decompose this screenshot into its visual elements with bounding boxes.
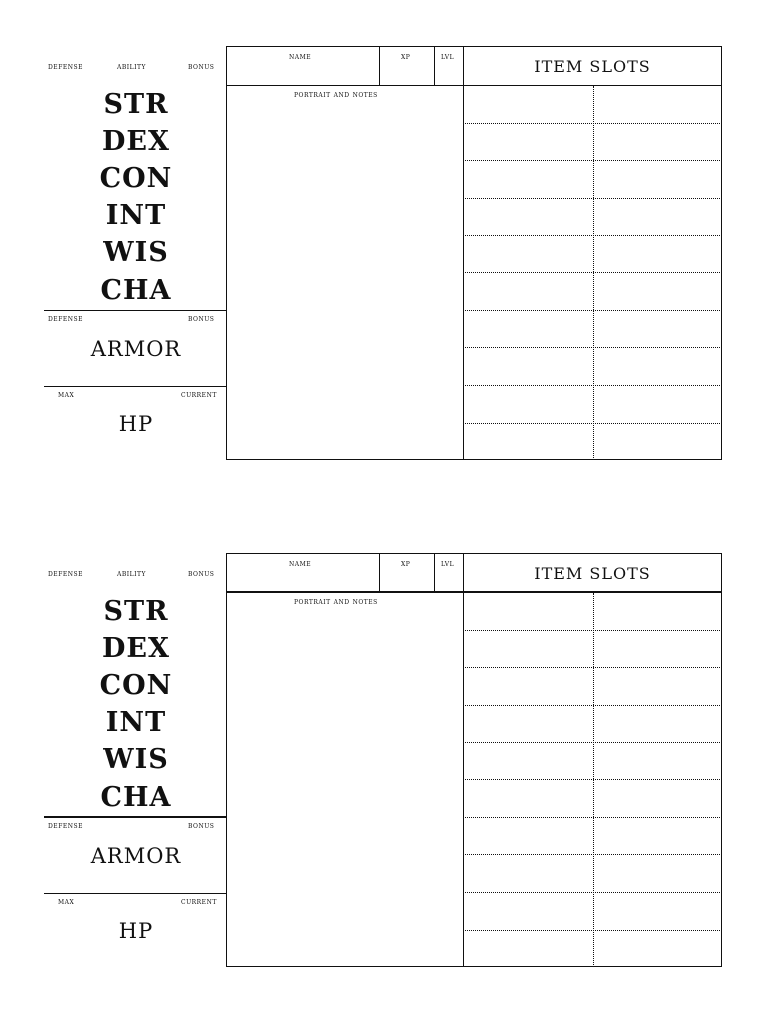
stat-con: CON xyxy=(99,163,173,194)
slot-column-divider xyxy=(593,593,594,967)
slot-row-line xyxy=(463,423,722,424)
slot-row-line xyxy=(463,272,722,273)
name-xp-divider xyxy=(379,46,380,86)
portrait-notes-label: portrait and notes xyxy=(294,597,378,606)
slot-row-line xyxy=(463,817,722,818)
xp-lvl-divider xyxy=(434,46,435,86)
sheet-frame xyxy=(226,553,722,967)
armor-divider xyxy=(44,816,226,818)
slot-row-line xyxy=(463,779,722,780)
armor-defense-label: defense xyxy=(48,821,83,830)
ability-header: ability xyxy=(117,62,146,71)
stat-dex: DEX xyxy=(102,126,170,157)
sheet-frame xyxy=(226,46,722,460)
armor-label: ARMOR xyxy=(90,337,182,361)
armor-divider xyxy=(44,310,226,311)
item-slots-title: ITEM SLOTS xyxy=(534,563,651,583)
bonus-header: bonus xyxy=(188,62,215,71)
slot-row-line xyxy=(463,160,722,161)
armor-bonus-label: bonus xyxy=(188,314,215,323)
xp-field-label: xp xyxy=(401,559,411,568)
name-field-label: name xyxy=(289,559,312,568)
defense-header: defense xyxy=(48,62,83,71)
hp-label: HP xyxy=(118,919,154,943)
hp-current-label: current xyxy=(181,390,217,399)
stat-int: INT xyxy=(105,200,167,231)
ability-header: ability xyxy=(117,569,146,578)
slot-row-line xyxy=(463,385,722,386)
lvl-field-label: lvl xyxy=(441,559,455,568)
stat-cha: CHA xyxy=(100,275,172,306)
slot-row-line xyxy=(463,235,722,236)
xp-lvl-divider xyxy=(434,553,435,593)
hp-max-label: max xyxy=(58,897,75,906)
armor-bonus-label: bonus xyxy=(188,821,215,830)
character-sheet-1 xyxy=(0,44,768,464)
stat-str: STR xyxy=(103,89,169,120)
xp-field-label: xp xyxy=(401,52,411,61)
slot-row-line xyxy=(463,892,722,893)
armor-label: ARMOR xyxy=(90,844,182,868)
slot-row-line xyxy=(463,310,722,311)
hp-current-label: current xyxy=(181,897,217,906)
hp-max-label: max xyxy=(58,390,75,399)
stat-str: STR xyxy=(103,596,169,627)
stat-cha: CHA xyxy=(100,782,172,813)
stat-wis: WIS xyxy=(103,237,169,268)
stat-dex: DEX xyxy=(102,633,170,664)
slot-row-line xyxy=(463,930,722,931)
armor-defense-label: defense xyxy=(48,314,83,323)
slot-row-line xyxy=(463,705,722,706)
hp-divider xyxy=(44,386,226,387)
stat-wis: WIS xyxy=(103,744,169,775)
slots-divider xyxy=(463,553,464,967)
slots-divider xyxy=(463,46,464,460)
hp-divider xyxy=(44,893,226,894)
lvl-field-label: lvl xyxy=(441,52,455,61)
name-xp-divider xyxy=(379,553,380,593)
defense-header: defense xyxy=(48,569,83,578)
slot-row-line xyxy=(463,742,722,743)
slot-row-line xyxy=(463,667,722,668)
slot-row-line xyxy=(463,854,722,855)
portrait-notes-label: portrait and notes xyxy=(294,90,378,99)
hp-label: HP xyxy=(118,412,154,436)
bonus-header: bonus xyxy=(188,569,215,578)
stat-int: INT xyxy=(105,707,167,738)
item-slots-title: ITEM SLOTS xyxy=(534,56,651,76)
slot-column-divider xyxy=(593,86,594,460)
stat-con: CON xyxy=(99,670,173,701)
character-sheet-2 xyxy=(0,551,768,971)
slot-row-line xyxy=(463,347,722,348)
slot-row-line xyxy=(463,123,722,124)
name-field-label: name xyxy=(289,52,312,61)
slot-row-line xyxy=(463,198,722,199)
slot-row-line xyxy=(463,630,722,631)
